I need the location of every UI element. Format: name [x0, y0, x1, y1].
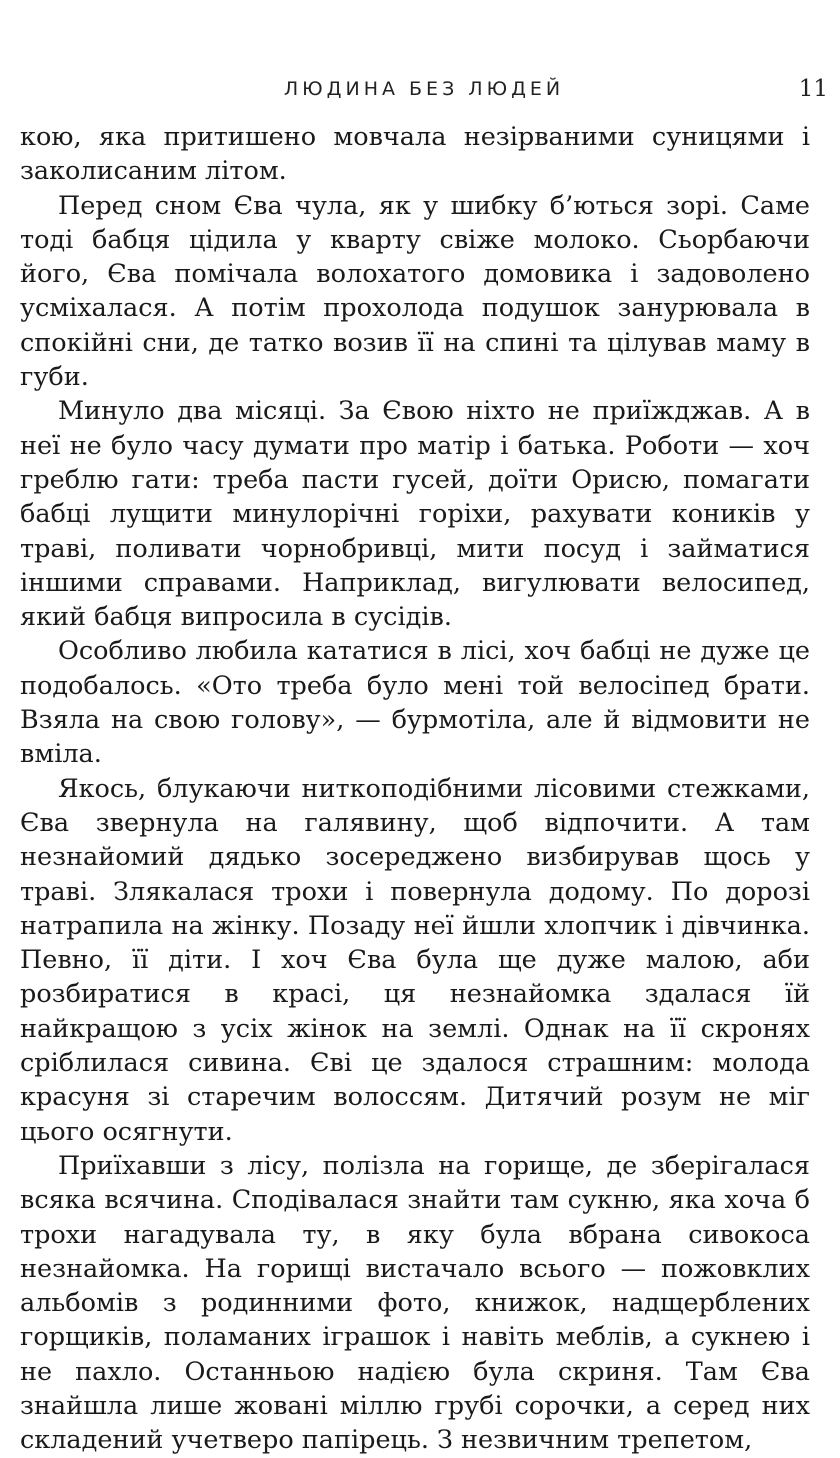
paragraph: Приїхавши з лісу, полізла на горище, де зберігалася всяка всячина. Сподівалася знайти там сукню, яка хоча б трохи нагадувала ту, в яку була вбрана сивокоса незнайомка. На горищі вистачало всього — пожовклих альбомів з родинними фото, книжок, надщерблених горщиків, поламаних іграшок і навіть меблів, а сукнею і не пахло. Останньою надією була скриня. Там Єва знайшла лише жовані міллю грубі сорочки, а серед них складений учетверо папірець. З незвичним трепетом,: [20, 1150, 810, 1456]
page-number: 11: [798, 76, 828, 102]
paragraph: Особливо любила кататися в лісі, хоч бабці не дуже це подобалось. «Ото треба було мені той велосіпед брати. Взяла на свою голову», — бурмотіла, але й відмовити не вміла.: [20, 636, 810, 770]
paragraph: Минуло два місяці. За Євою ніхто не приїжджав. А в неї не було часу думати про матір і батька. Роботи — хоч греблю гати: треба пасти гусей, доїти Орисю, помагати бабці лущити минулорічні горіхи, рахувати коників у траві, поливати чорнобривці, мити посуд і займатися іншими справами. Наприклад, вигулювати велосипед, який бабця випросила в сусідів.: [20, 396, 810, 633]
running-title: ЛЮДИНА БЕЗ ЛЮДЕЙ: [283, 78, 565, 100]
paragraph-continued: кою, яка притишено мовчала незірваними суницями і заколисаним літом.: [20, 122, 810, 187]
paragraph: Перед сном Єва чула, як у шибку б’ються зорі. Саме тоді бабця цідила у кварту свіже молоко. Сьорбаючи його, Єва помічала волохатого домовика і задоволено усміхалася. А потім прохолода подушок занурювала в спокійні сни, де татко возив її на спині та цілував маму в губи.: [20, 190, 810, 393]
body-text: [20, 120, 810, 1458]
running-header: [20, 76, 828, 106]
paragraph: Якось, блукаючи ниткоподібними лісовими стежками, Єва звернула на галявину, щоб відпочити. А там незнайомий дядько зосереджено визбирував щось у траві. Злякалася трохи і повернула додому. По дорозі натрапила на жінку. Позаду неї йшли хлопчик і дівчинка. Певно, її діти. І хоч Єва була ще дуже малою, аби розбиратися в красі, ця незнайомка здалася їй найкращою з усіх жінок на землі. Однак на її скронях сріблилася сивина. Єві це здалося страшним: молода красуня зі старечим волоссям. Дитячий розум не міг цього осягнути.: [20, 773, 810, 1147]
